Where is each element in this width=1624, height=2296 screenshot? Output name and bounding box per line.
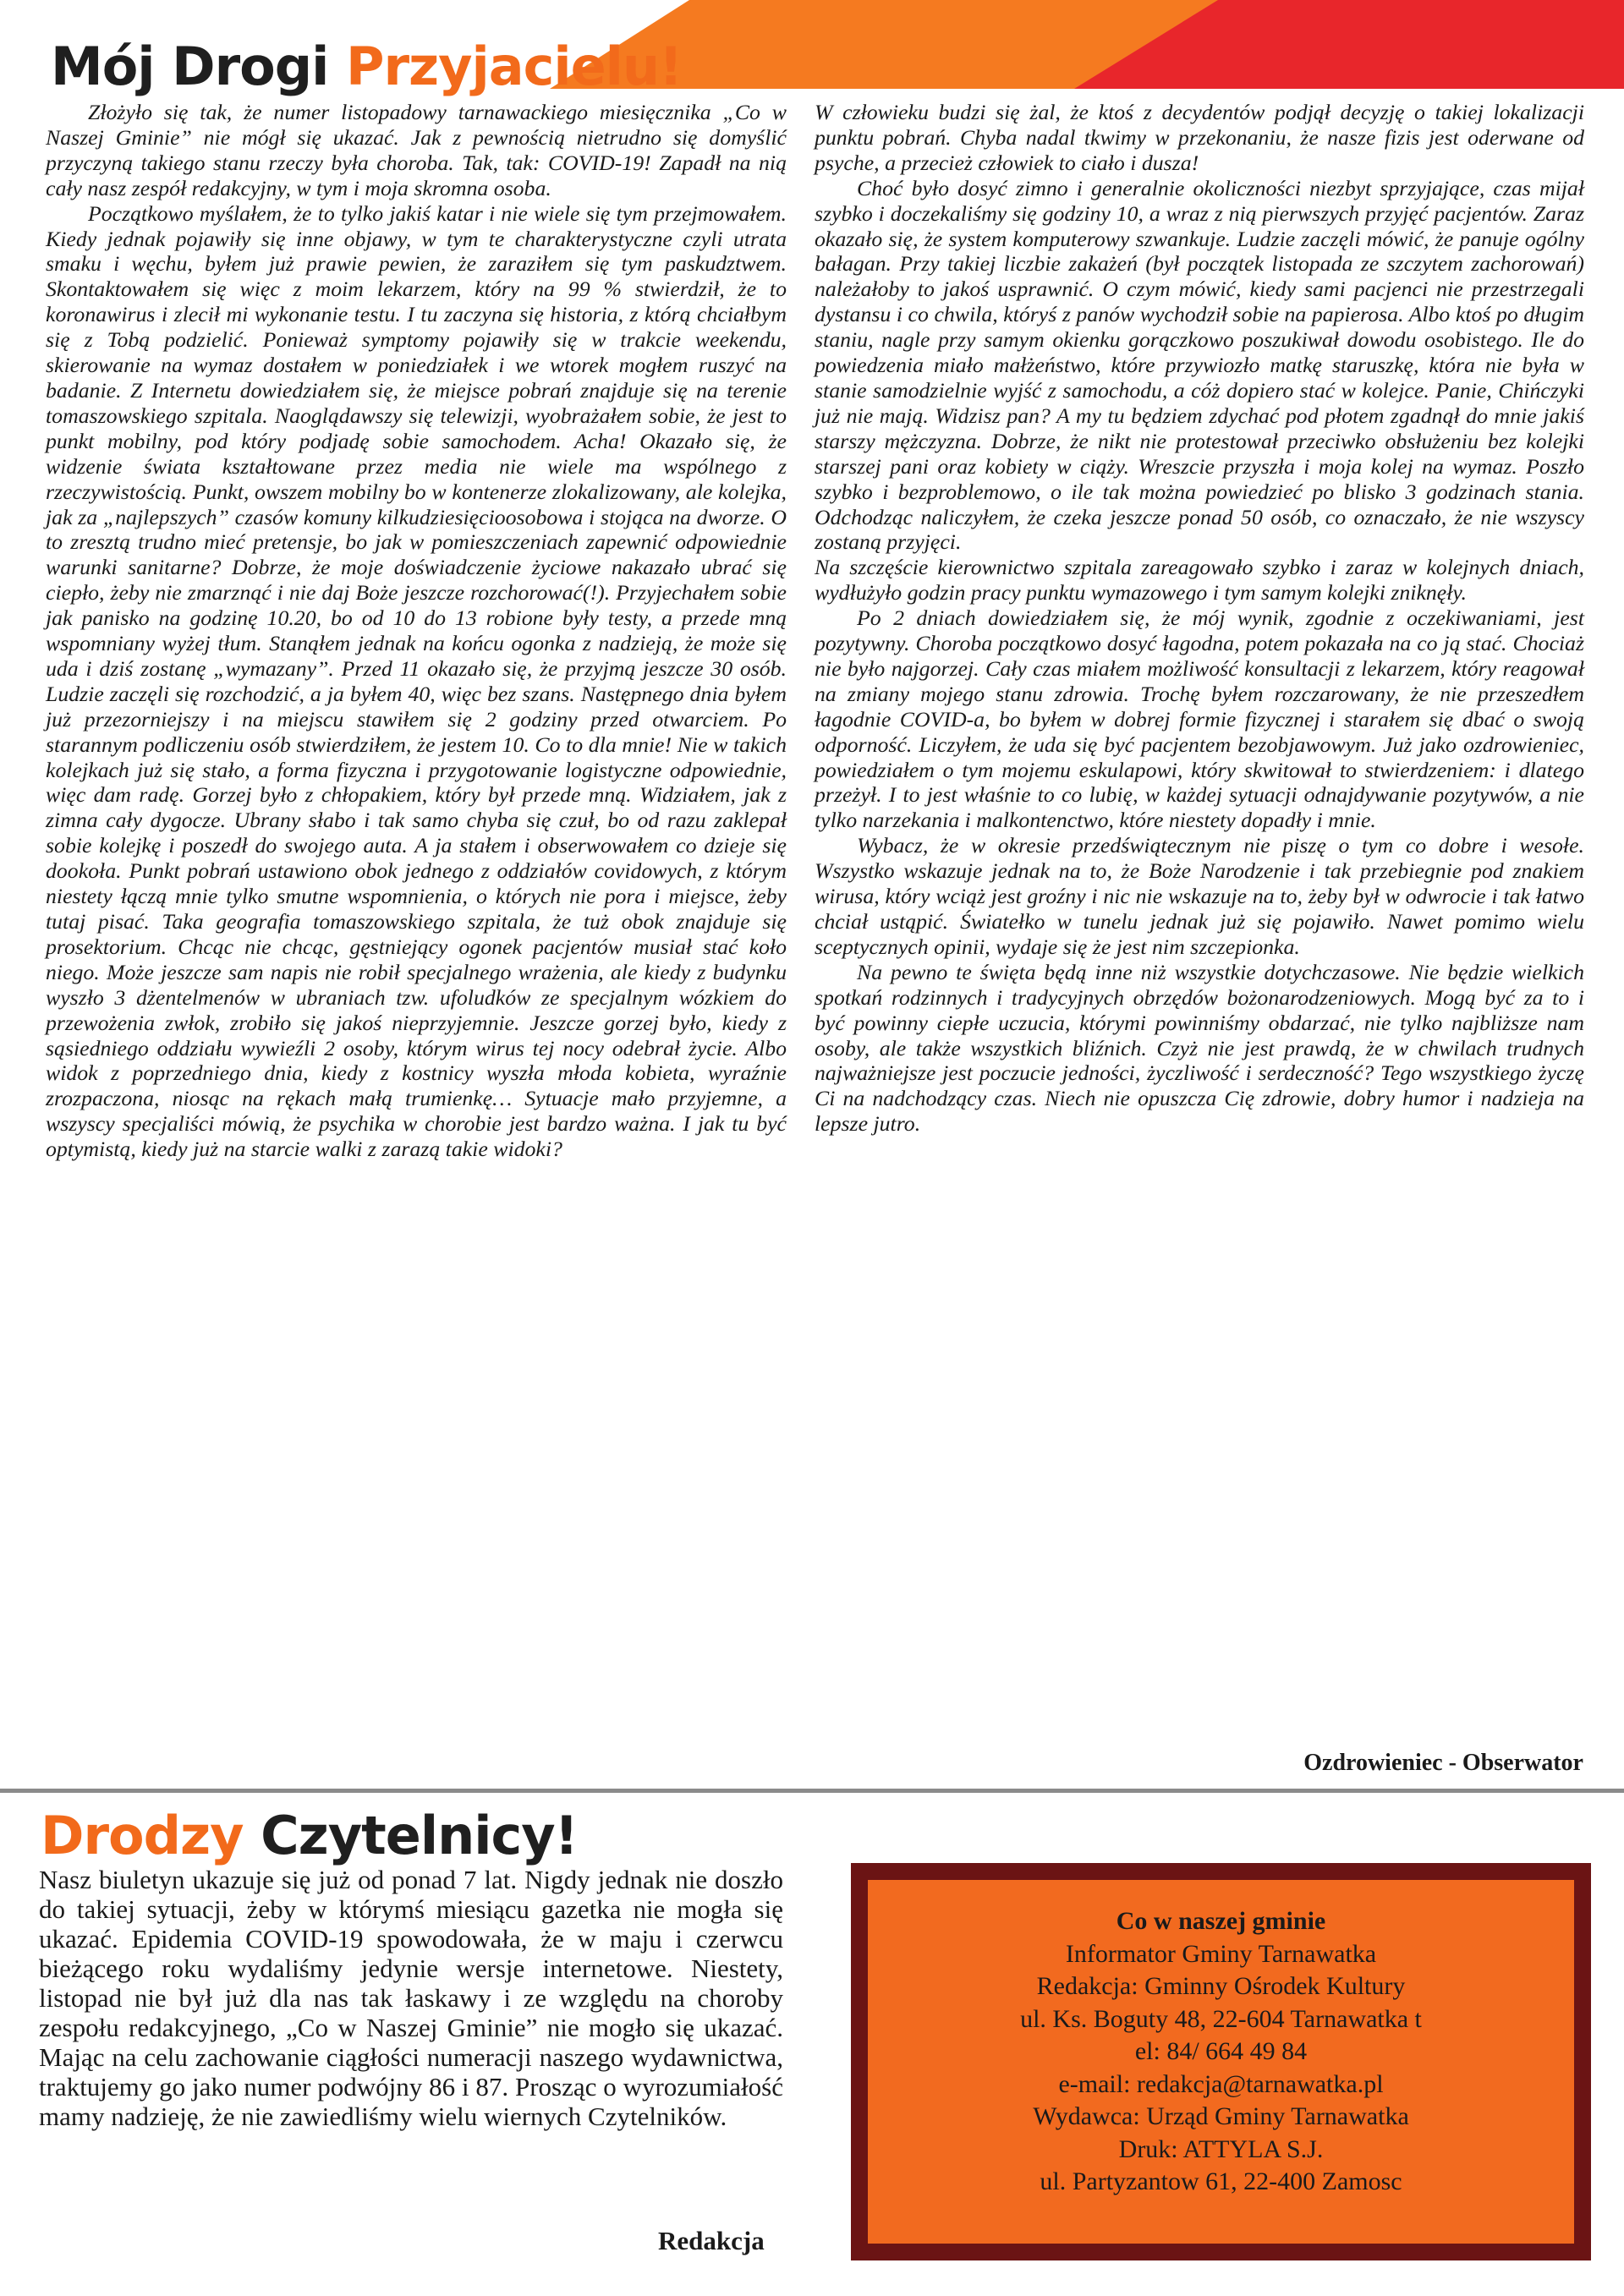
- letter-paragraph: Złożyło się tak, że numer listopadowy tarnawackiego miesięcznika „Co w Naszej Gminie” nie mógł się ukazać. Jak z pewnością nietrudno się domyślić przyczyną takiego stanu rzeczy była choroba. Tak, tak: COVID-19! Zapadł na nią cały nasz zespół redakcyjny, w tym i moja skromna osoba.: [46, 100, 787, 200]
- letter-title: [51, 36, 683, 97]
- info-line: Wydawca: Urząd Gminy Tarnawatka: [1033, 2102, 1409, 2130]
- readers-body: Nasz biuletyn ukazuje się już od ponad 7 lat. Nigdy jednak nie doszło do takiej sytuacji, żeby w którymś miesiącu gazetka nie mogła się ukazać. Epidemia COVID-19 spowodowała, że w maju i czerwcu bieżącego roku wydaliśmy jedynie wersje internetowe. Niestety, listopad nie był już dla nas tak łaskawy i ze względu na choroby zespołu redakcyjnego, „Co w Naszej Gminie” nie mogło się ukazać. Mając na celu zachowanie ciągłości numeracji naszego wydawnictwa, traktujemy go jako numer podwójny 86 i 87. Prosząc o wyrozumiałość mamy nadzieję, że nie zawiedliśmy wielu wiernych Czytelników.: [39, 1865, 783, 2131]
- readers-title: [41, 1805, 578, 1866]
- readers-title-part2: Czytelnicy!: [261, 1805, 578, 1866]
- letter-paragraph: W człowieku budzi się żal, że ktoś z decydentów podjął decyzję o takiej lokalizacji punktu pobrań. Chyba nadal tkwimy w przekonaniu, że nasze fizis jest oderwane od psyche, a przecież człowiek to ciało i dusza!: [815, 100, 1584, 175]
- letter-title-part2: Przyjacielu!: [346, 36, 683, 97]
- info-line: ul. Ks. Boguty 48, 22-604 Tarnawatka t: [1020, 2004, 1422, 2033]
- letter-paragraph: Po 2 dniach dowiedziałem się, że mój wynik, zgodnie z oczekiwaniami, jest pozytywny. Choroba początkowo dosyć łagodna, potem pokazała na co ją stać. Chociaż nie było najgorzej. Cały czas miałem możliwość konsultacji z lekarzem, który reagował na zmiany mojego stanu zdrowia. Trochę byłem rozczarowany, że nie przeszedłem łagodnie COVID-a, bo byłem w dobrej formie fizycznej i starałem się dbać o swoją odporność. Liczyłem, że uda się być pacjentem bezobjawowym. Już jako ozdrowieniec, powiedziałem o tym mojemu eskulapowi, który skwitował to stwierdzeniem: i dlatego przeżył. I to jest właśnie to co lubię, w każdej sytuacji odnajdywanie pozytywów, a nie tylko narzekania i malkontenctwo, które niestety dopadły i mnie.: [815, 606, 1584, 833]
- letter-paragraph: Choć było dosyć zimno i generalnie okoliczności niezbyt sprzyjające, czas mijał szybko i doczekaliśmy się godziny 10, a wraz z nią pierwszych przyjęć pacjentów. Zaraz okazało się, że system komputerowy szwankuje. Ludzie zaczęli mówić, że panuje ogólny bałagan. Przy takiej liczbie zakażeń (był początek listopada ze szczytem zachorowań) należałoby to jakoś usprawnić. O czym mówić, kiedy sami pacjenci nie przestrzegali dystansu i co chwila, któryś z panów wychodził sobie na papierosa. Albo ktoś po długim staniu, nagle przy samym okienku gorączkowo poszukiwał dowodu osobistego. Ile do powiedzenia miało małżeństwo, które przywiozło matkę staruszkę, która nie była w stanie samodzielnie wyjść z samochodu, a cóż dopiero stać w kolejce. Panie, Chińczyki już nie mają. Widzisz pan? A my tu będziem zdychać pod płotem zgadnął do mnie jakiś starszy mężczyzna. Dobrze, że nikt nie protestował przeciwko obsłużeniu bez kolejki starszej pani oraz kobiety w ciąży. Wreszcie przyszła i moja kolej na wymaz. Poszło szybko i bezproblemowo, o ile tak można powiedzieć po blisko 3 godzinach stania. Odchodząc naliczyłem, że czeka jeszcze ponad 50 osób, co oznaczało, że nie wszyscy zostaną przyjęci.: [815, 175, 1584, 555]
- letter-title-part1: Mój Drogi: [51, 36, 329, 97]
- info-line: Druk: ATTYLA S.J.: [1118, 2134, 1324, 2163]
- info-title: Co w naszej gminie: [1116, 1907, 1326, 1935]
- letter-left-column: [46, 100, 787, 1162]
- letter-right-column: [815, 100, 1584, 1137]
- publisher-info-box: [851, 1863, 1591, 2260]
- readers-signature: Redakcja: [658, 2226, 765, 2255]
- info-line: Informator Gminy Tarnawatka: [1065, 1939, 1377, 1968]
- info-line: ul. Partyzantow 61, 22-400 Zamosc: [1040, 2167, 1402, 2195]
- info-line: el: 84/ 664 49 84: [1134, 2037, 1308, 2065]
- letter-signature: Ozdrowieniec - Obserwator: [1303, 1750, 1583, 1776]
- letter-paragraph: Wybacz, że w okresie przedświątecznym nie piszę o tym co dobre i wesołe. Wszystko wskazuje jednak na to, że Boże Narodzenie i tak przebiegnie pod znakiem wirusa, który wciąż jest groźny i nic nie wskazuje na to, żeby był w odwrocie i tak łatwo chciał ustąpić. Światełko w tunelu jednak już się pojawiło. Nawet pomimo wielu sceptycznych opinii, wydaje się że jest nim szczepionka.: [815, 833, 1584, 959]
- info-line: Redakcja: Gminny Ośrodek Kultury: [1036, 1972, 1406, 2000]
- readers-title-part1: Drodzy: [41, 1805, 244, 1866]
- letter-paragraph: Na pewno te święta będą inne niż wszystkie dotychczasowe. Nie będzie wielkich spotkań rodzinnych i tradycyjnych obrzędów bożonarodzeniowych. Mogą być za to i być powinny ciepłe uczucia, którymi powinniśmy obdarzać, nie tylko najbliższe nam osoby, ale także wszystkich bliźnich. Czyż nie jest prawdą, że w chwilach trudnych najważniejsze jest poczucie jedności, życzliwość i serdeczność? Tego wszystkiego życzę Ci na nadchodzący czas. Niech nie opuszcza Cię zdrowie, dobry humor i nadzieja na lepsze jutro.: [815, 959, 1584, 1137]
- letter-paragraph: Na szczęście kierownictwo szpitala zareagowało szybko i zaraz w kolejnych dniach, wydłużyło godzin pracy punktu wymazowego i tym samym kolejki zniknęły.: [815, 555, 1584, 606]
- info-email[interactable]: e-mail: redakcja@tarnawatka.pl: [1058, 2069, 1384, 2098]
- section-divider: [0, 1789, 1624, 1793]
- letter-paragraph: Początkowo myślałem, że to tylko jakiś katar i nie wiele się tym przejmowałem. Kiedy jednak pojawiły się inne objawy, w tym te charakterystyczne czyli utrata smaku i węchu, byłem już prawie pewien, że zaraziłem się tym paskudztwem. Skontaktowałem się więc z moim lekarzem, który na 99 % stwierdził, że to koronawirus i zlecił mi wykonanie testu. I tu zaczyna się historia, z którą chciałbym się z Tobą podzielić. Ponieważ symptomy pojawiły się w trakcie weekendu, skierowanie na wymaz dostałem w poniedziałek i we wtorek mogłem ruszyć na badanie. Z Internetu dowiedziałem się, że miejsce pobrań znajduje się na terenie tomaszowskiego szpitala. Naoglądawszy się telewizji, wyobrażałem sobie, że jest to punkt mobilny, pod który podjadę sobie samochodem. Acha! Okazało się, że widzenie świata kształtowane przez media nie wiele ma wspólnego z rzeczywistością. Punkt, owszem mobilny bo w kontenerze zlokalizowany, ale kolejka, jak za „najlepszych” czasów komuny kilkudziesięcioosobowa i stojąca na dworze. O to zresztą trudno mieć pretensje, bo jak w pomieszczeniach zapewnić odpowiednie warunki sanitarne? Dobrze, że moje doświadczenie życiowe nakazało ubrać się ciepło, żeby nie zmarznąć i nie daj Boże jeszcze rozchorować(!). Przyjechałem sobie jak panisko na godzinę 10.20, bo od 10 do 13 robione były testy, a przede mną wspomniany wyżej tłum. Stanąłem jednak na końcu ogonka z nadzieją, że może się uda i dziś zostanę „wymazany”. Przed 11 okazało się, że przyjmą jeszcze 30 osób. Ludzie zaczęli się rozchodzić, a ja byłem 40, więc bez szans. Następnego dnia byłem już przezorniejszy i na miejscu stawiłem się 2 godziny przed otwarciem. Po starannym podliczeniu osób stwierdziłem, że jestem 10. Co to dla mnie! Nie w takich kolejkach już się stało, a forma fizyczna i przygotowanie logistyczne odpowiednie, więc dam radę. Gorzej było z chłopakiem, który był przede mną. Widziałem, jak z zimna cały dygocze. Ubrany słabo i tak samo chyba się czuł, bo od razu zaklepał sobie kolejkę i poszedł do swojego auta. A ja stałem i obserwowałem co dzieje się dookoła. Punkt pobrań ustawiono obok jednego z oddziałów covidowych, z którym niestety łączą mnie tylko smutne wspomnienia, o których nie pora i miejsce, żeby tutaj pisać. Taka geografia tomaszowskiego szpitala, że tuż obok znajduje się prosektorium. Chcąc nie chcąc, gęstniejący ogonek pacjentów musiał stać koło niego. Może jeszcze sam napis nie robił specjalnego wrażenia, ale kiedy z budynku wyszło 3 dżentelmenów w ubraniach tzw. ufoludków ze specjalnym wózkiem do przewożenia zwłok, zrobiło się jakoś nieprzyjemnie. Jeszcze gorzej było, kiedy z sąsiedniego oddziału wywieźli 2 osoby, którym wirus tej nocy odebrał życie. Albo widok z poprzedniego dnia, kiedy z kostnicy wyszła młoda kobieta, wyraźnie zrozpaczona, niosąc na rękach małą trumienkę… Sytuacje mało przyjemne, a wszyscy specjaliści mówią, że psychika w chorobie jest bardzo ważna. I jak tu być optymistą, kiedy już na starcie walki z zarazą takie widoki?: [46, 200, 787, 1162]
- publisher-info-inner: [868, 1880, 1574, 2244]
